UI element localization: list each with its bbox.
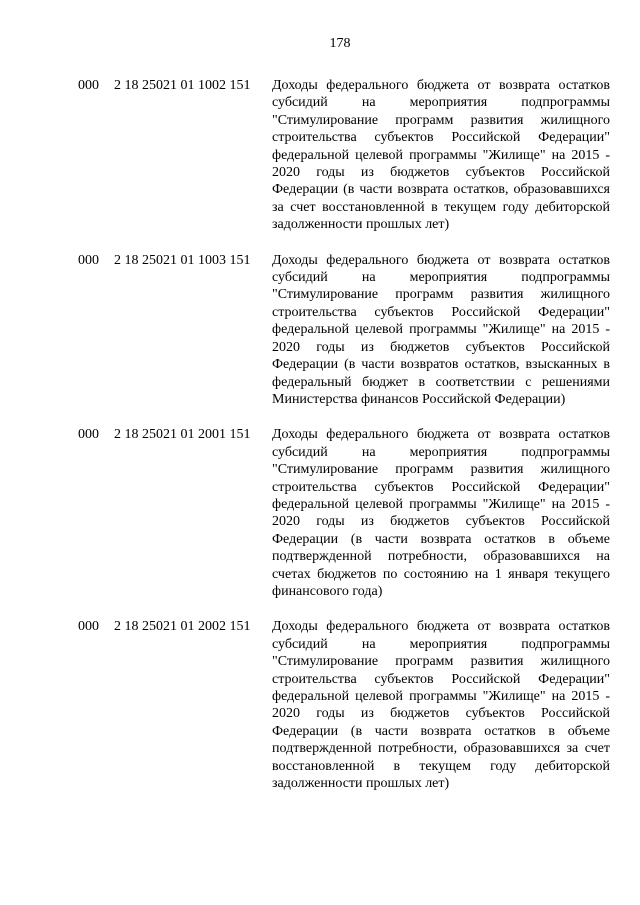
admin-code: 000 <box>78 619 99 635</box>
revenue-description: Доходы федерального бюджета от возврата остатков субсидий на мероприятия подпрограммы "Стимулирование программ развития жилищного строительства субъектов Российской Федерации" федеральной целевой программы "Жилище" на 2015 - 2020 годы из бюджетов субъектов Российской Федерации (в части возврата остатков, образовавшихся за счет восстановленной в текущем году дебиторской задолженности прошлых лет) <box>272 78 610 233</box>
admin-code: 000 <box>78 78 99 93</box>
kbk-code: 2 18 25021 01 1003 151 <box>114 252 251 268</box>
admin-code: 000 <box>78 252 99 268</box>
table-row <box>78 618 618 792</box>
page-number: 178 <box>329 36 351 51</box>
classification-table <box>78 77 618 810</box>
kbk-code: 2 18 25021 01 2001 151 <box>114 427 251 443</box>
kbk-code: 2 18 25021 01 2002 151 <box>114 619 251 635</box>
table-row <box>78 252 618 409</box>
revenue-description: Доходы федерального бюджета от возврата остатков субсидий на мероприятия подпрограммы "Стимулирование программ развития жилищного строительства субъектов Российской Федерации" федеральной целевой программы "Жилище" на 2015 - 2020 годы из бюджетов субъектов Российской Федерации (в части возврата остатков в объеме подтвержденной потребности, образовавшихся за счет восстановленной в текущем году дебиторской задолженности прошлых лет) <box>272 619 610 792</box>
kbk-code: 2 18 25021 01 1002 151 <box>114 78 251 93</box>
admin-code: 000 <box>78 427 99 443</box>
revenue-description: Доходы федерального бюджета от возврата остатков субсидий на мероприятия подпрограммы "Стимулирование программ развития жилищного строительства субъектов Российской Федерации" федеральной целевой программы "Жилище" на 2015 - 2020 годы из бюджетов субъектов Российской Федерации (в части возврата остатков в объеме подтвержденной потребности, образовавшихся на счетах бюджетов по состоянию на 1 января текущего финансового года) <box>272 427 610 599</box>
table-row <box>78 77 618 234</box>
table-row <box>78 426 618 600</box>
revenue-description: Доходы федерального бюджета от возврата остатков субсидий на мероприятия подпрограммы "Стимулирование программ развития жилищного строительства субъектов Российской Федерации" федеральной целевой программы "Жилище" на 2015 - 2020 годы из бюджетов субъектов Российской Федерации (в части возвратов остатков, взысканных в федеральный бюджет в соответствии с решениями Министерства финансов Российской Федерации) <box>272 252 610 407</box>
